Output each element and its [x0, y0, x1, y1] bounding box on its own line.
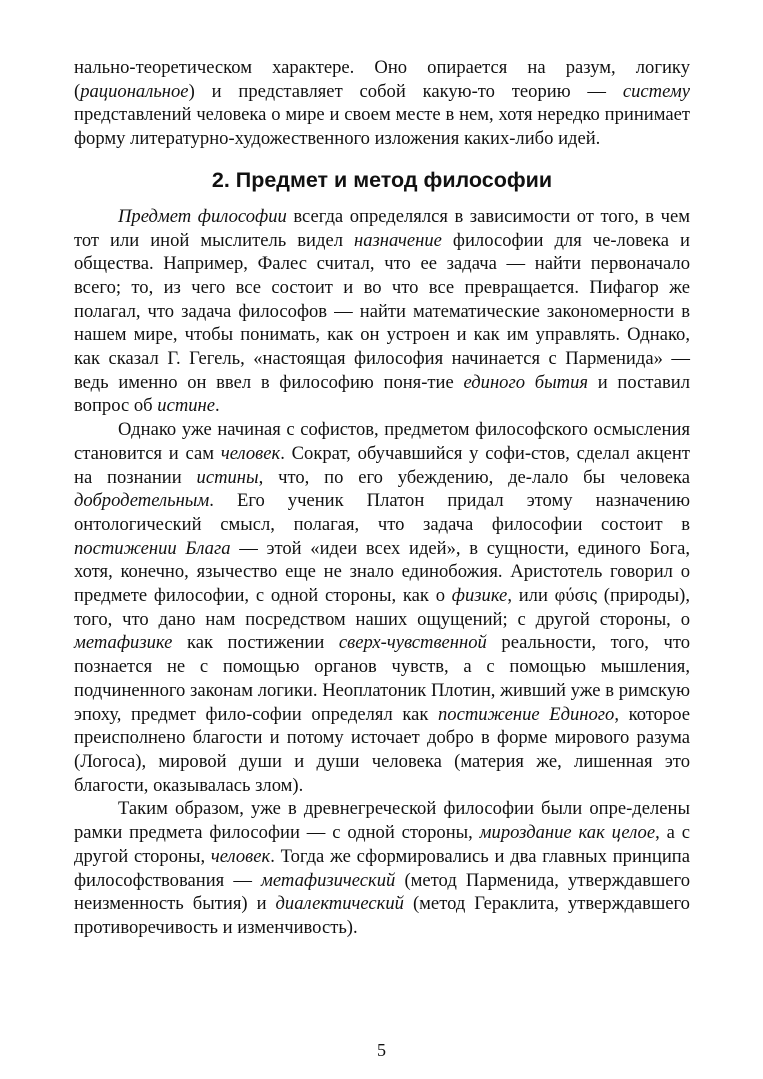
italic-term: человек: [220, 442, 281, 464]
paragraph-conclusion: [74, 797, 690, 939]
text-segment: Таким образом, уже в древнегреческой философии были опре-делены рамки предмета философии — с одной стороны,: [74, 798, 690, 844]
text-segment: Однако уже начиная с софистов, предметом философского осмысления становится и сам: [74, 419, 690, 464]
italic-term: человек: [210, 845, 271, 867]
text-segment: философии для че-ловека и общества. Например, Фалес считал, что ее задача — найти первоначало всего; то, из чего все состоит и во что все превращается. Пифагор же полагал, что задача философов — найти математические закономерности в нашем мире, чтобы понимать, как он устроен и как им управлять. Однако, как сказал Г. Гегель, «настоящая философия начинается с Парменида» — ведь именно он ввел в философию поня-тие: [74, 229, 691, 393]
italic-term: физике: [451, 585, 508, 607]
text-segment: . Тогда же сформировались и два главных принципа философствования —: [74, 845, 690, 891]
text-segment: ) и представляет собой какую-то теорию —: [188, 80, 623, 102]
text-segment: . Сократ, обучавшийся у софи-стов, сделал акцент на познании: [74, 442, 690, 488]
italic-term: добродетельным: [74, 490, 210, 512]
italic-term: систему: [622, 80, 690, 102]
text-segment: реальности, того, что познается не с помощью органов чувств, а с помощью мышления, подчиненного законам логики. Неоплатоник Плотин, живший уже в римскую эпоху, предмет фило-софии определял как: [74, 632, 690, 725]
italic-term: мироздание как целое: [479, 822, 656, 844]
paragraph-sophists: [74, 418, 690, 797]
italic-term: постижении Блага: [74, 537, 231, 559]
italic-term: истины: [196, 466, 259, 488]
italic-term: метафизике: [74, 632, 173, 654]
text-segment: , а с другой стороны,: [74, 822, 690, 867]
text-segment: нально-теоретическом характере. Оно опирается на разум, логику (: [74, 57, 690, 102]
text-segment: всегда определялся в зависимости от того, в чем тот или иной мыслитель видел: [74, 205, 690, 251]
text-segment: .: [215, 395, 220, 417]
text-segment: — этой «идеи всех идей», в сущности, единого Бога, хотя, конечно, язычество еще не знало единобожия. Аристотель говорил о предмете философии, с одной стороны, как о: [74, 537, 690, 607]
section-heading: 2. Предмет и метод философии: [211, 167, 553, 192]
paragraph-intro: [74, 56, 690, 151]
page-content: [74, 56, 690, 940]
text-segment: , или φύσις (природы), того, что дано нам посредством наших ощущений; с другой стороны, о: [74, 585, 690, 630]
paragraph-subject: [74, 205, 690, 418]
italic-term: Предмет философии: [118, 205, 287, 227]
italic-term: постижение Единого: [437, 703, 615, 725]
text-segment: и поставил вопрос об: [74, 371, 690, 417]
text-segment: , которое преисполнено благости и потому источает добро в форме мирового разума (Логоса), мировой души и души человека (материя же, лишенная это благости, оказывалась злом).: [74, 703, 690, 796]
italic-term: диалектический: [275, 893, 404, 915]
text-segment: (метод Парменида, утверждавшего неизменность бытия) и: [74, 869, 691, 915]
page-number: 5: [377, 1040, 386, 1060]
text-segment: , что, по его убеждению, де-лало бы человека: [258, 466, 690, 488]
italic-term: истине: [157, 395, 216, 417]
text-segment: . Его ученик Платон придал этому назначению онтологический смысл, полагая, что задача философии состоит в: [74, 490, 690, 535]
italic-term: единого бытия: [463, 371, 589, 393]
italic-term: метафизический: [261, 869, 396, 891]
text-segment: представлений человека о мире и своем месте в нем, хотя нередко принимает форму литературно-художественного изложения каких-либо идей.: [74, 104, 690, 150]
italic-term: рациональное: [80, 80, 189, 102]
italic-term: сверх-чувственной: [338, 632, 487, 654]
italic-term: назначение: [353, 229, 442, 251]
text-segment: (метод Гераклита, утверждавшего противоречивость и изменчивость).: [74, 893, 690, 938]
text-segment: как постижении: [172, 632, 339, 654]
